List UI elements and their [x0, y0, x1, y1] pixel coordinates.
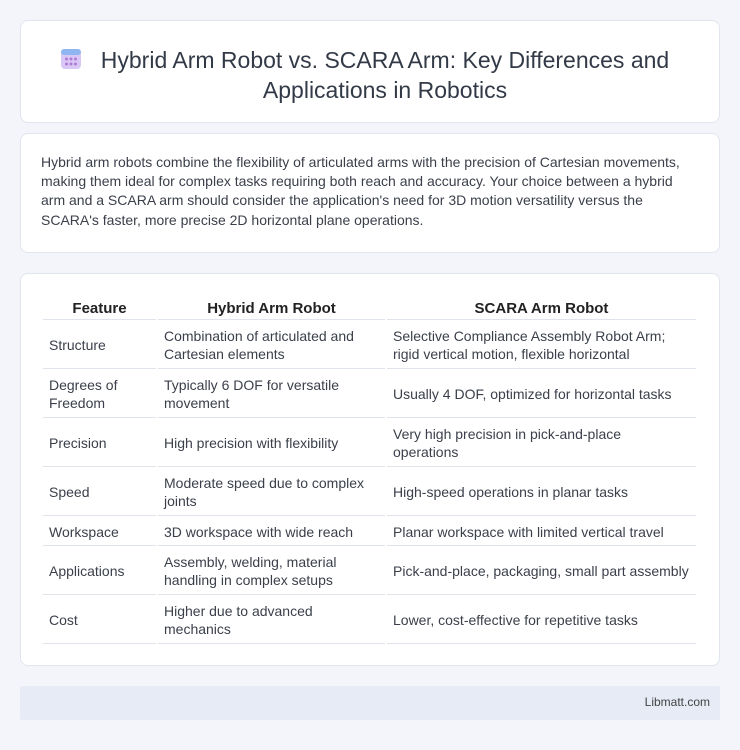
- footer-bar: [20, 686, 720, 720]
- row-hybrid: Higher due to advanced mechanics: [158, 597, 385, 644]
- column-header-hybrid: Hybrid Arm Robot: [158, 298, 385, 320]
- page-title: Hybrid Arm Robot vs. SCARA Arm: Key Differences and Applications in Robotics: [100, 47, 670, 103]
- table-row: [43, 371, 696, 418]
- row-hybrid: Assembly, welding, material handling in complex setups: [158, 548, 385, 595]
- comparison-card: [20, 273, 720, 666]
- row-hybrid: Moderate speed due to complex joints: [158, 469, 385, 516]
- row-scara: Lower, cost-effective for repetitive tasks: [387, 597, 696, 644]
- comparison-table: [41, 296, 698, 646]
- table-row: [43, 548, 696, 595]
- row-scara: Pick-and-place, packaging, small part assembly: [387, 548, 696, 595]
- table-row: [43, 322, 696, 369]
- row-scara: High-speed operations in planar tasks: [387, 469, 696, 516]
- row-scara: Very high precision in pick-and-place operations: [387, 420, 696, 467]
- row-hybrid: Combination of articulated and Cartesian elements: [158, 322, 385, 369]
- row-scara: Selective Compliance Assembly Robot Arm; rigid vertical motion, flexible horizontal: [387, 322, 696, 369]
- table-row: [43, 469, 696, 516]
- column-header-feature: Feature: [43, 298, 156, 320]
- row-hybrid: Typically 6 DOF for versatile movement: [158, 371, 385, 418]
- row-scara: Usually 4 DOF, optimized for horizontal tasks: [387, 371, 696, 418]
- row-hybrid: High precision with flexibility: [158, 420, 385, 467]
- row-feature: Degrees of Freedom: [43, 371, 156, 418]
- column-header-scara: SCARA Arm Robot: [387, 298, 696, 320]
- row-feature: Workspace: [43, 518, 156, 546]
- footer-brand-link[interactable]: Libmatt.com: [644, 695, 710, 709]
- row-scara: Planar workspace with limited vertical travel: [387, 518, 696, 546]
- row-feature: Speed: [43, 469, 156, 516]
- row-feature: Precision: [43, 420, 156, 467]
- table-header-row: [43, 298, 696, 320]
- table-row: [43, 518, 696, 546]
- row-feature: Cost: [43, 597, 156, 644]
- title-card: [20, 20, 720, 123]
- row-hybrid: 3D workspace with wide reach: [158, 518, 385, 546]
- intro-paragraph: Hybrid arm robots combine the flexibility of articulated arms with the precision of Cartesian movements, making them ideal for complex tasks requiring both reach and accuracy. Your choice between a hybrid arm and a SCARA arm should consider the application's need for 3D motion versatility versus the SCARA's faster, more precise 2D horizontal plane operations.: [41, 154, 680, 228]
- row-feature: Structure: [43, 322, 156, 369]
- row-feature: Applications: [43, 548, 156, 595]
- intro-card: [20, 133, 720, 253]
- table-row: [43, 420, 696, 467]
- table-row: [43, 597, 696, 644]
